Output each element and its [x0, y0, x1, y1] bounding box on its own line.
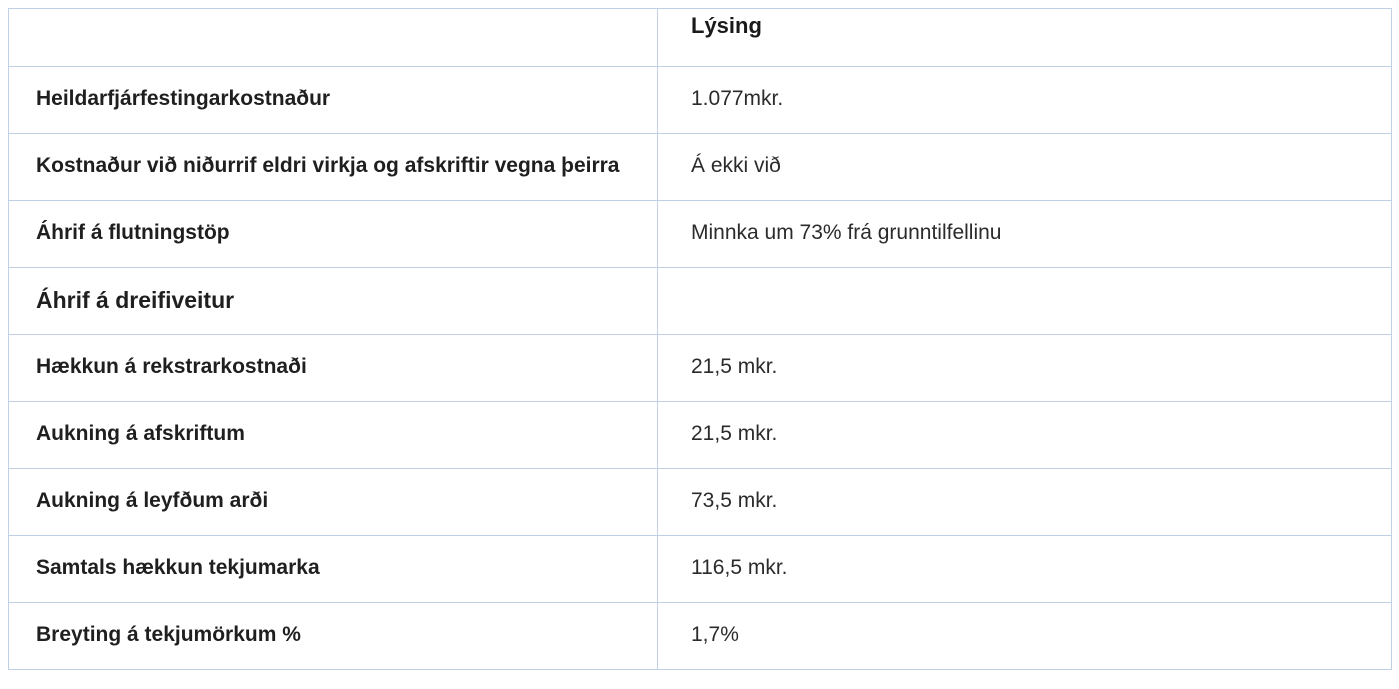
row-label: Aukning á leyfðum arði: [9, 469, 658, 536]
row-value: [658, 268, 1392, 335]
table-row: [9, 268, 1392, 335]
table-row: [9, 134, 1392, 201]
row-value: 116,5 mkr.: [658, 536, 1392, 603]
row-value: 1,7%: [658, 603, 1392, 670]
table-body: [9, 67, 1392, 670]
row-label: Aukning á afskriftum: [9, 402, 658, 469]
row-value: Á ekki við: [658, 134, 1392, 201]
column-header-empty: [9, 9, 658, 67]
row-label: Kostnaður við niðurrif eldri virkja og afskriftir vegna þeirra: [9, 134, 658, 201]
row-value: 1.077mkr.: [658, 67, 1392, 134]
column-header-lysing: Lýsing: [658, 9, 1392, 67]
table-row: [9, 536, 1392, 603]
table-row: [9, 335, 1392, 402]
row-value: 73,5 mkr.: [658, 469, 1392, 536]
header-row: [9, 9, 1392, 67]
lysing-table: [8, 8, 1392, 670]
row-label: Hækkun á rekstrarkostnaði: [9, 335, 658, 402]
row-value: 21,5 mkr.: [658, 335, 1392, 402]
row-label: Heildarfjárfestingarkostnaður: [9, 67, 658, 134]
table-header: [9, 9, 1392, 67]
row-label: Breyting á tekjumörkum %: [9, 603, 658, 670]
row-value: Minnka um 73% frá grunntilfellinu: [658, 201, 1392, 268]
table-row: [9, 469, 1392, 536]
table-row: [9, 603, 1392, 670]
row-label: Samtals hækkun tekjumarka: [9, 536, 658, 603]
table-row: [9, 201, 1392, 268]
row-label: Áhrif á dreifiveitur: [9, 268, 658, 335]
table-row: [9, 67, 1392, 134]
row-value: 21,5 mkr.: [658, 402, 1392, 469]
table-row: [9, 402, 1392, 469]
row-label: Áhrif á flutningstöp: [9, 201, 658, 268]
